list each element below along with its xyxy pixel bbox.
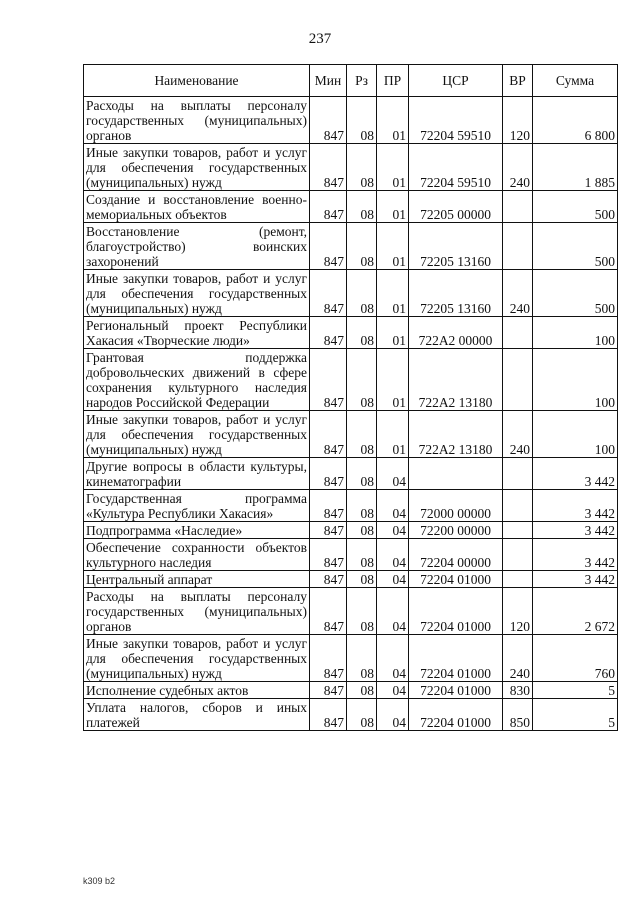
cell-min: 847 — [310, 458, 347, 490]
cell-name: Исполнение судебных актов — [84, 682, 310, 699]
table-row — [84, 522, 618, 539]
cell-csr: 722А2 00000 — [409, 317, 503, 349]
table-row — [84, 539, 618, 571]
cell-rz: 08 — [347, 699, 377, 731]
cell-csr: 72205 00000 — [409, 191, 503, 223]
cell-min: 847 — [310, 191, 347, 223]
table-row — [84, 458, 618, 490]
cell-vr — [503, 317, 533, 349]
cell-rz: 08 — [347, 349, 377, 411]
table-row — [84, 571, 618, 588]
cell-sum: 5 — [533, 699, 618, 731]
cell-rz: 08 — [347, 522, 377, 539]
cell-csr: 72200 00000 — [409, 522, 503, 539]
table-row — [84, 588, 618, 635]
cell-name: Расходы на выплаты персоналу государственных (муниципальных) органов — [84, 588, 310, 635]
cell-sum: 6 800 — [533, 97, 618, 144]
cell-name: Грантовая поддержка добровольческих движений в сфере сохранения культурного наследия народов Российской Федерации — [84, 349, 310, 411]
cell-name: Иные закупки товаров, работ и услуг для обеспечения государственных (муниципальных) нужд — [84, 270, 310, 317]
footer-code: k309 b2 — [83, 876, 116, 886]
cell-rz: 08 — [347, 191, 377, 223]
table-body — [84, 97, 618, 731]
cell-min: 847 — [310, 522, 347, 539]
cell-min: 847 — [310, 571, 347, 588]
cell-min: 847 — [310, 270, 347, 317]
column-header-min: Мин — [310, 65, 347, 97]
cell-rz: 08 — [347, 317, 377, 349]
cell-min: 847 — [310, 699, 347, 731]
cell-rz: 08 — [347, 223, 377, 270]
cell-vr: 240 — [503, 270, 533, 317]
cell-rz: 08 — [347, 490, 377, 522]
cell-name: Другие вопросы в области культуры, кинематографии — [84, 458, 310, 490]
cell-pr: 01 — [377, 191, 409, 223]
table-row — [84, 317, 618, 349]
cell-vr: 120 — [503, 588, 533, 635]
cell-min: 847 — [310, 223, 347, 270]
cell-vr: 240 — [503, 635, 533, 682]
cell-name: Иные закупки товаров, работ и услуг для обеспечения государственных (муниципальных) нужд — [84, 635, 310, 682]
cell-name: Обеспечение сохранности объектов культурного наследия — [84, 539, 310, 571]
cell-rz: 08 — [347, 682, 377, 699]
cell-name: Региональный проект Республики Хакасия «Творческие люди» — [84, 317, 310, 349]
cell-min: 847 — [310, 411, 347, 458]
cell-pr: 01 — [377, 144, 409, 191]
cell-vr: 830 — [503, 682, 533, 699]
cell-rz: 08 — [347, 411, 377, 458]
cell-rz: 08 — [347, 144, 377, 191]
table-row — [84, 144, 618, 191]
cell-vr — [503, 191, 533, 223]
cell-sum: 3 442 — [533, 571, 618, 588]
table-row — [84, 270, 618, 317]
cell-pr: 01 — [377, 223, 409, 270]
cell-name: Центральный аппарат — [84, 571, 310, 588]
cell-sum: 100 — [533, 411, 618, 458]
cell-min: 847 — [310, 97, 347, 144]
cell-vr — [503, 539, 533, 571]
cell-vr: 240 — [503, 411, 533, 458]
cell-vr: 850 — [503, 699, 533, 731]
cell-rz: 08 — [347, 571, 377, 588]
cell-csr: 72204 59510 — [409, 97, 503, 144]
cell-sum: 5 — [533, 682, 618, 699]
cell-vr: 240 — [503, 144, 533, 191]
cell-sum: 500 — [533, 223, 618, 270]
cell-min: 847 — [310, 144, 347, 191]
cell-csr: 72205 13160 — [409, 223, 503, 270]
cell-min: 847 — [310, 349, 347, 411]
cell-pr: 04 — [377, 539, 409, 571]
cell-min: 847 — [310, 682, 347, 699]
cell-csr: 72204 00000 — [409, 539, 503, 571]
cell-sum: 3 442 — [533, 458, 618, 490]
cell-name: Иные закупки товаров, работ и услуг для обеспечения государственных (муниципальных) нужд — [84, 411, 310, 458]
cell-name: Подпрограмма «Наследие» — [84, 522, 310, 539]
cell-name: Уплата налогов, сборов и иных платежей — [84, 699, 310, 731]
cell-pr: 01 — [377, 97, 409, 144]
cell-pr: 01 — [377, 317, 409, 349]
cell-name: Восстановление (ремонт, благоустройство) воинских захоронений — [84, 223, 310, 270]
table-row — [84, 490, 618, 522]
cell-sum: 3 442 — [533, 490, 618, 522]
cell-csr — [409, 458, 503, 490]
column-header-csr: ЦСР — [409, 65, 503, 97]
table-row — [84, 411, 618, 458]
cell-pr: 04 — [377, 458, 409, 490]
cell-pr: 01 — [377, 411, 409, 458]
cell-sum: 100 — [533, 317, 618, 349]
cell-rz: 08 — [347, 97, 377, 144]
cell-pr: 04 — [377, 490, 409, 522]
table-header — [84, 65, 618, 97]
budget-table — [83, 64, 618, 731]
cell-min: 847 — [310, 539, 347, 571]
cell-csr: 722А2 13180 — [409, 349, 503, 411]
cell-pr: 04 — [377, 571, 409, 588]
cell-sum: 500 — [533, 191, 618, 223]
cell-sum: 500 — [533, 270, 618, 317]
cell-sum: 3 442 — [533, 539, 618, 571]
cell-sum: 100 — [533, 349, 618, 411]
cell-sum: 760 — [533, 635, 618, 682]
cell-name: Иные закупки товаров, работ и услуг для обеспечения государственных (муниципальных) нужд — [84, 144, 310, 191]
column-header-vr: ВР — [503, 65, 533, 97]
column-header-name: Наименование — [84, 65, 310, 97]
cell-rz: 08 — [347, 270, 377, 317]
cell-min: 847 — [310, 635, 347, 682]
cell-csr: 72204 01000 — [409, 635, 503, 682]
column-header-rz: Рз — [347, 65, 377, 97]
table-row — [84, 97, 618, 144]
cell-vr — [503, 571, 533, 588]
cell-pr: 04 — [377, 682, 409, 699]
table-row — [84, 699, 618, 731]
page-number: 237 — [308, 31, 332, 47]
cell-csr: 72000 00000 — [409, 490, 503, 522]
table-row — [84, 682, 618, 699]
cell-pr: 01 — [377, 270, 409, 317]
cell-vr — [503, 490, 533, 522]
cell-name: Создание и восстановление военно-мемориальных объектов — [84, 191, 310, 223]
header-row — [84, 65, 618, 97]
cell-csr: 72205 13160 — [409, 270, 503, 317]
table-row — [84, 349, 618, 411]
cell-csr: 72204 01000 — [409, 571, 503, 588]
cell-vr — [503, 223, 533, 270]
cell-vr: 120 — [503, 97, 533, 144]
cell-rz: 08 — [347, 635, 377, 682]
cell-vr — [503, 458, 533, 490]
table-row — [84, 635, 618, 682]
cell-pr: 04 — [377, 699, 409, 731]
cell-name: Расходы на выплаты персоналу государственных (муниципальных) органов — [84, 97, 310, 144]
column-header-pr: ПР — [377, 65, 409, 97]
cell-sum: 1 885 — [533, 144, 618, 191]
cell-csr: 72204 59510 — [409, 144, 503, 191]
cell-rz: 08 — [347, 588, 377, 635]
cell-vr — [503, 349, 533, 411]
cell-csr: 72204 01000 — [409, 699, 503, 731]
cell-sum: 3 442 — [533, 522, 618, 539]
cell-csr: 72204 01000 — [409, 588, 503, 635]
cell-min: 847 — [310, 588, 347, 635]
cell-name: Государственная программа «Культура Республики Хакасия» — [84, 490, 310, 522]
cell-rz: 08 — [347, 458, 377, 490]
cell-pr: 04 — [377, 522, 409, 539]
cell-min: 847 — [310, 490, 347, 522]
cell-pr: 01 — [377, 349, 409, 411]
cell-pr: 04 — [377, 588, 409, 635]
table-row — [84, 223, 618, 270]
cell-rz: 08 — [347, 539, 377, 571]
cell-pr: 04 — [377, 635, 409, 682]
cell-sum: 2 672 — [533, 588, 618, 635]
cell-csr: 722А2 13180 — [409, 411, 503, 458]
column-header-sum: Сумма — [533, 65, 618, 97]
cell-vr — [503, 522, 533, 539]
table-row — [84, 191, 618, 223]
cell-min: 847 — [310, 317, 347, 349]
cell-csr: 72204 01000 — [409, 682, 503, 699]
